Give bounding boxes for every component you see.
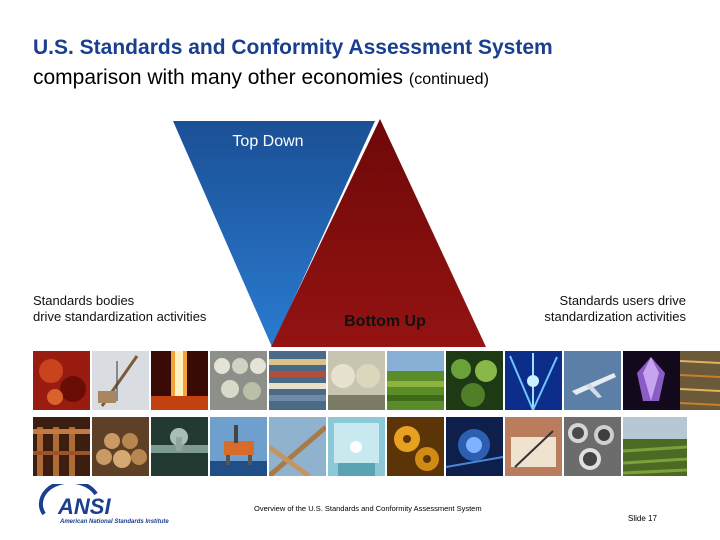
right-text-line1: Standards users drive [559,293,686,308]
bottom-up-label: Bottom Up [344,313,426,330]
photo-valves [151,417,208,476]
photo-clean-room [328,417,385,476]
footer-caption: Overview of the U.S. Standards and Conformity Assessment System [254,504,482,513]
standards-bodies-text [33,293,206,325]
photo-molten-steel [151,351,208,410]
top-down-label: Top Down [232,133,304,150]
left-text-line1: Standards bodies [33,293,135,308]
subtitle-main: comparison with many other economies [33,66,404,89]
photo-textile-spools [269,351,326,410]
photo-airplane [564,351,621,410]
photo-pipe-ends [564,417,621,476]
photo-construction-beams [269,417,326,476]
photo-cable-reels [328,351,385,410]
photo-blue-fiber-optics [505,351,562,410]
slide-number: Slide 17 [628,514,657,523]
slide-title: U.S. Standards and Conformity Assessment System [33,36,553,59]
photo-metal-rolls [33,351,90,410]
subtitle-continued: (continued) [408,71,489,88]
right-text-line2: standardization activities [544,309,686,324]
photo-crane [92,351,149,410]
photo-crystal [623,351,680,410]
photo-wiring-racks [680,351,720,410]
left-text-line2: drive standardization activities [33,309,207,324]
photo-vineyard [623,417,687,476]
photo-handwriting [505,417,562,476]
ansi-logo [38,484,198,526]
standards-users-text [526,293,686,325]
photo-paper-rolls [210,351,267,410]
logo-wordmark: ANSI [58,494,111,519]
photo-log-pile [92,417,149,476]
logo-subtext: American National Standards Institute [60,519,169,525]
photo-green-field [387,351,444,410]
photo-wooden-building-frame [33,417,90,476]
photo-yellow-gears [387,417,444,476]
photo-green-pipes [446,351,503,410]
photo-offshore-rig [210,417,267,476]
photo-tech-blue [446,417,503,476]
